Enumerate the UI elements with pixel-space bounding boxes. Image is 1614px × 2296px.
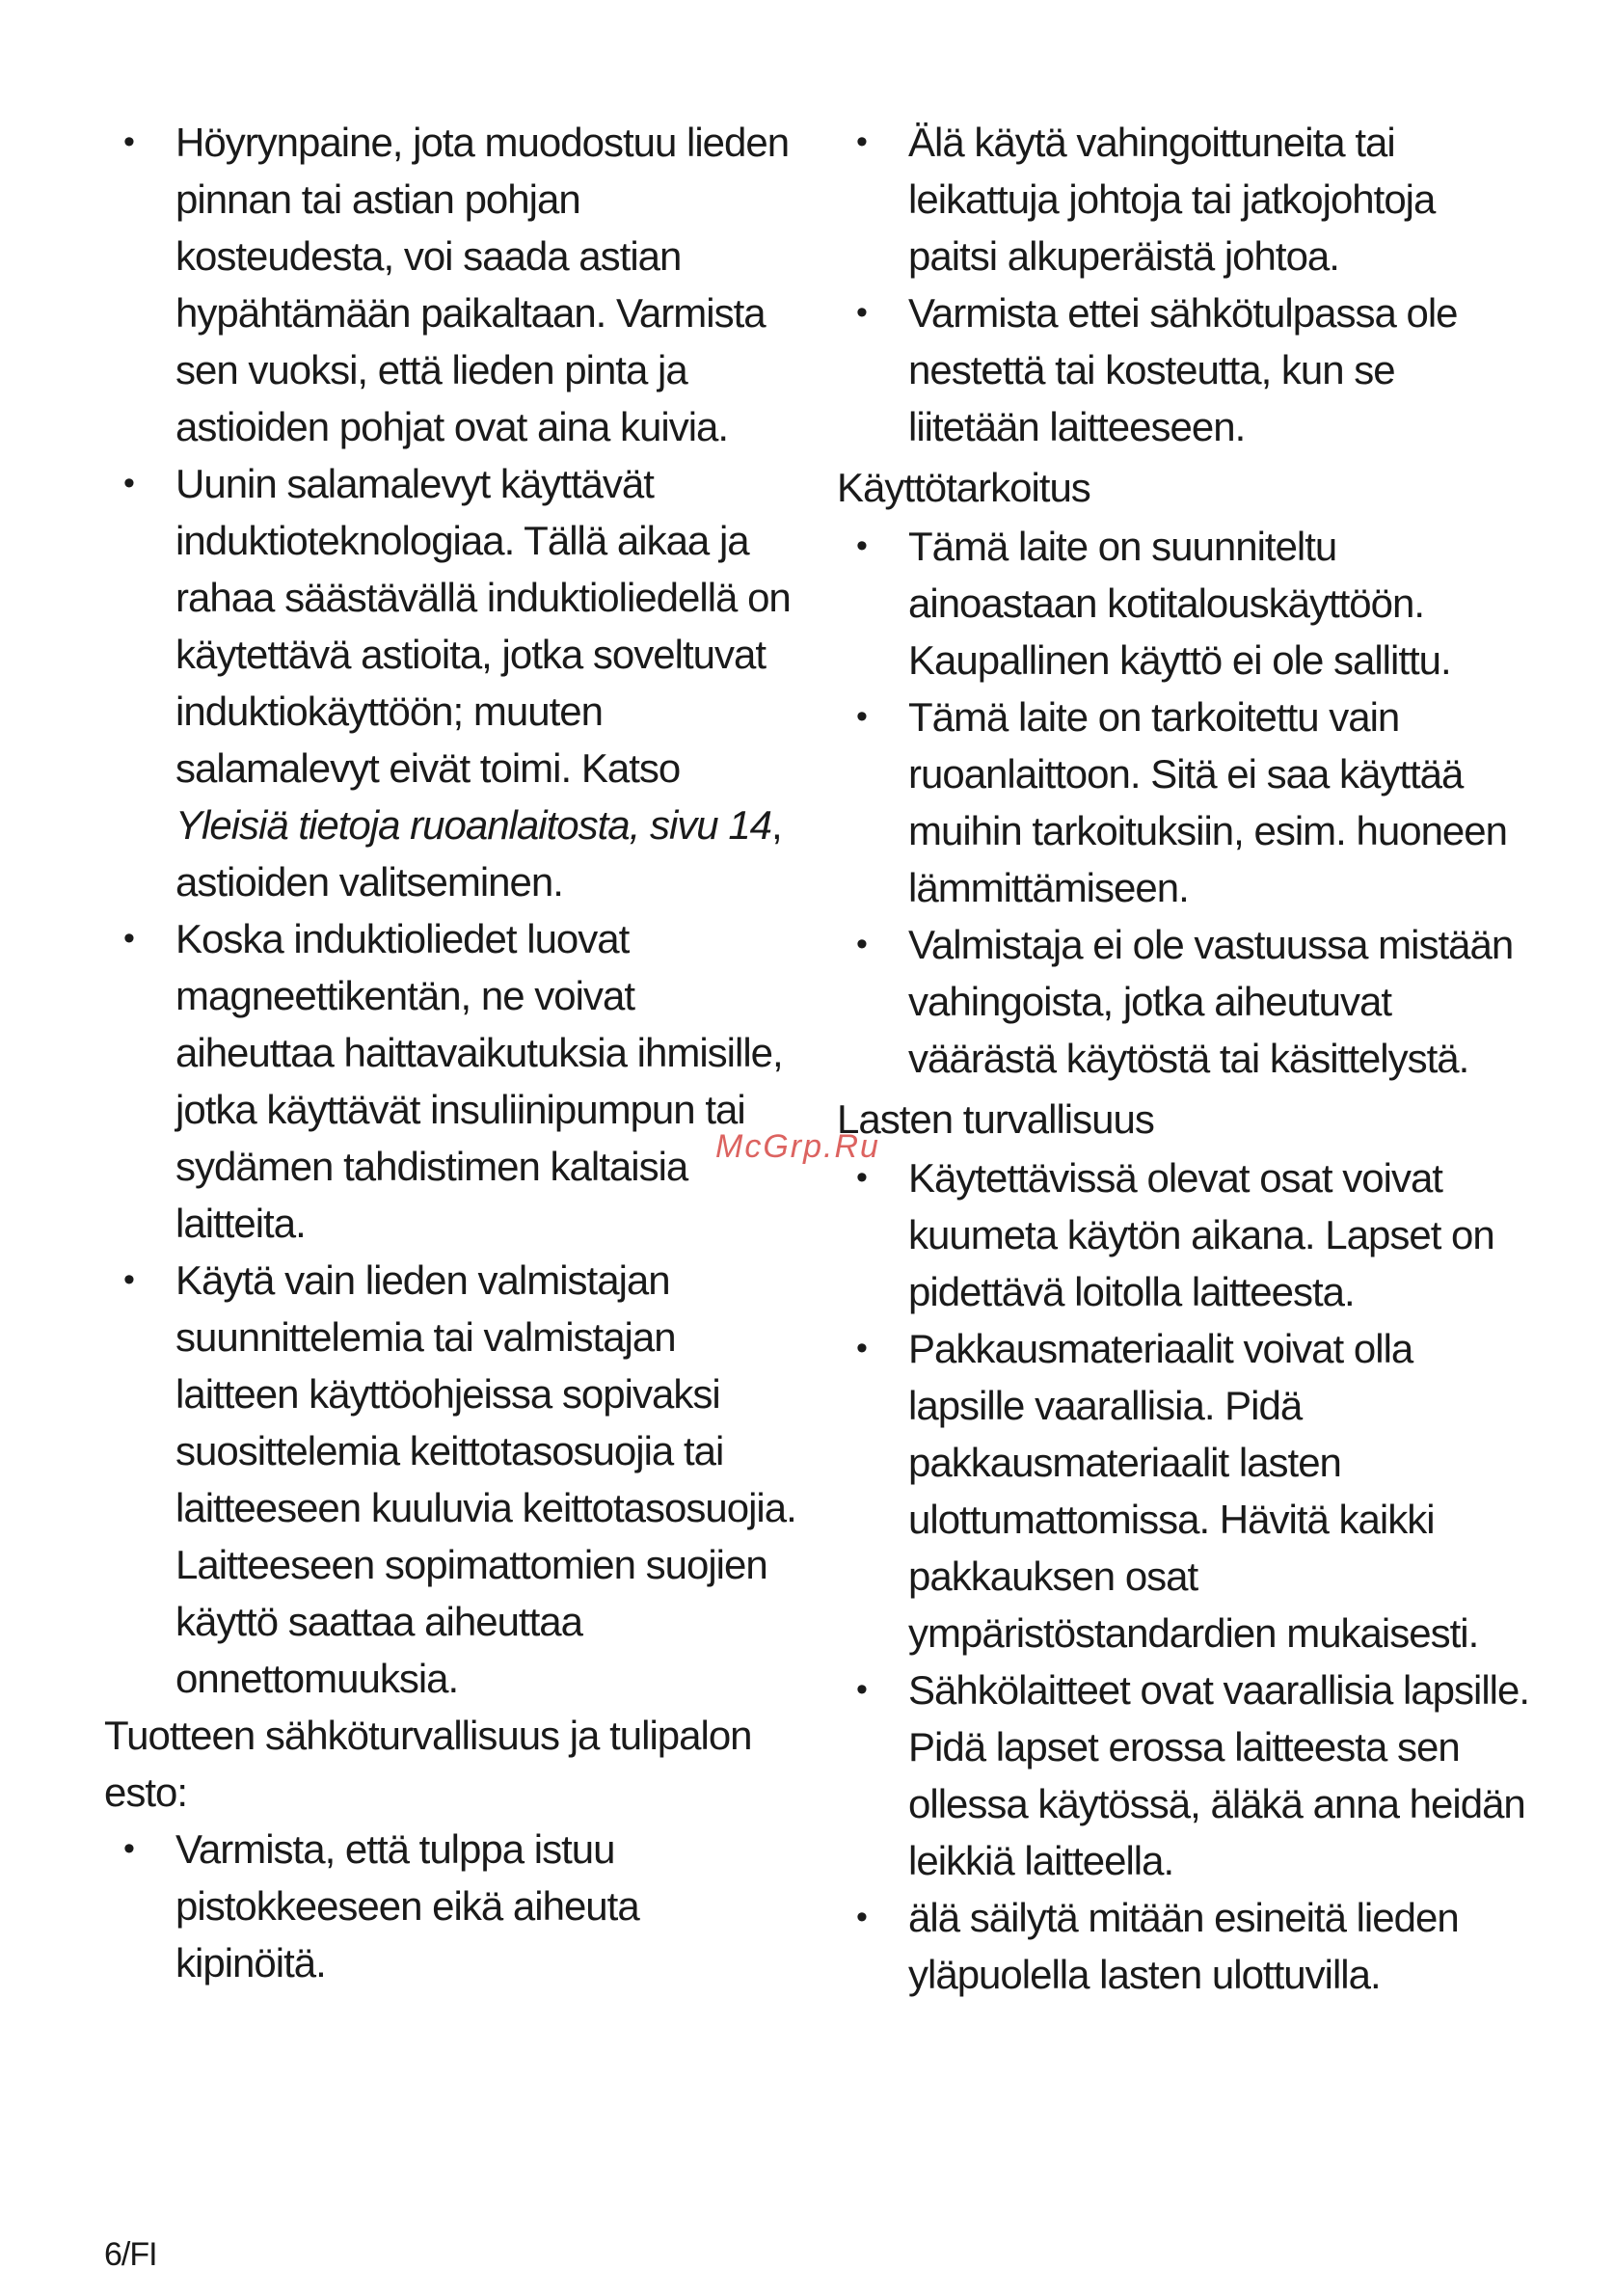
list-item xyxy=(104,455,798,910)
list-item-text: Käytä vain lieden valmistajan suunnittelemia tai valmistajan laitteen käyttöohjeissa sopivaksi suosittelemia keittotasosuojia tai laitteeseen kuuluvia keittotasosuojia. Laitteeseen sopimattomien suojien käyttö saattaa aiheuttaa onnettomuuksia. xyxy=(175,1257,796,1701)
heading-children: Lasten turvallisuus xyxy=(837,1096,1154,1142)
list-item-text: Koska induktioliedet luovat magneettikentän, ne voivat aiheuttaa haittavaikutuksia ihmisille, jotka käyttävät insuliinipumpun tai sydämen tahdistimen kaltaisia laitteita. xyxy=(175,916,783,1246)
list-item xyxy=(104,910,798,1252)
list-item-text: Tämä laite on suunniteltu ainoastaan kotitalouskäyttöön. Kaupallinen käyttö ei ole sallittu. xyxy=(908,524,1451,683)
list-item-text: Uunin salamalevyt käyttävät induktioteknologiaa. Tällä aikaa ja rahaa säästävällä induktioliedellä on käytettävä astioita, jotka soveltuvat induktiokäyttöön; muuten salamalevyt eivät toimi. Katso xyxy=(175,461,791,791)
list-item xyxy=(837,114,1531,284)
list-item xyxy=(104,1252,798,1707)
bullet-icon: • xyxy=(123,465,134,501)
bullet-icon: • xyxy=(856,1671,867,1708)
bullet-icon: • xyxy=(123,1830,134,1867)
heading-usage: Käyttötarkoitus xyxy=(837,465,1090,510)
list-item xyxy=(837,689,1531,916)
bullet-icon: • xyxy=(123,1261,134,1298)
page-number: 6/FI xyxy=(104,2236,157,2273)
bullet-icon: • xyxy=(856,926,867,962)
section-title: Tuotteen sähköturvallisuus ja tulipalon esto: xyxy=(104,1713,752,1815)
list-item xyxy=(104,114,798,455)
bullet-icon: • xyxy=(856,1159,867,1196)
list-item xyxy=(837,1149,1531,1320)
list-item-text: Varmista ettei sähkötulpassa ole nestettä tai kosteutta, kun se liitetään laitteeseen. xyxy=(908,290,1458,449)
bullet-list xyxy=(837,518,1531,1087)
list-item-text: Käytettävissä olevat osat voivat kuumeta käytön aikana. Lapset on pidettävä loitolla laitteesta. xyxy=(908,1155,1494,1314)
bullet-icon: • xyxy=(856,123,867,160)
list-item-text: Varmista, että tulppa istuu pistokkeeseen eikä aiheuta kipinöitä. xyxy=(175,1826,639,1985)
list-item-text: älä säilytä mitään esineitä lieden yläpuolella lasten ulottuvilla. xyxy=(908,1895,1459,1997)
list-item-text: Sähkölaitteet ovat vaarallisia lapsille. Pidä lapset erossa laitteesta sen ollessa käytössä, äläkä anna heidän leikkiä laitteella. xyxy=(908,1667,1530,1883)
bullet-icon: • xyxy=(123,123,134,160)
watermark: McGrp.Ru xyxy=(715,1128,880,1165)
list-item-text: Pakkausmateriaalit voivat olla lapsille vaarallisia. Pidä pakkausmateriaalit lasten ulottumattomissa. Hävitä kaikki pakkauksen osat ympäristöstandardien mukaisesti. xyxy=(908,1326,1479,1656)
list-item-text: Älä käytä vahingoittuneita tai leikattuja johtoja tai jatkojohtoja paitsi alkuperäistä johtoa. xyxy=(908,120,1436,279)
bullet-icon: • xyxy=(856,1330,867,1366)
right-column xyxy=(837,114,1531,2003)
bullet-icon: • xyxy=(856,698,867,735)
bullet-icon: • xyxy=(856,1899,867,1935)
list-item xyxy=(837,916,1531,1087)
list-item xyxy=(837,518,1531,689)
bullet-icon: • xyxy=(856,294,867,331)
cross-reference: Yleisiä tietoja ruoanlaitosta, sivu 14 xyxy=(175,802,772,848)
bullet-list xyxy=(104,1821,798,1991)
bullet-icon: • xyxy=(123,920,134,957)
list-item xyxy=(837,1889,1531,2003)
bullet-icon: • xyxy=(856,527,867,564)
list-item xyxy=(104,1821,798,1991)
list-item-text: , astioiden valitseminen. xyxy=(175,802,782,905)
list-item xyxy=(837,1320,1531,1661)
list-item-text: Höyrynpaine, jota muodostuu lieden pinnan tai astian pohjan kosteudesta, voi saada astian hypähtämään paikaltaan. Varmista sen vuoksi, että lieden pinta ja astioiden pohjat ovat aina kuivia. xyxy=(175,120,790,449)
list-item-text: Valmistaja ei ole vastuussa mistään vahingoista, jotka aiheutuvat väärästä käytöstä tai käsittelystä. xyxy=(908,922,1514,1081)
list-item-text: Tämä laite on tarkoitettu vain ruoanlaittoon. Sitä ei saa käyttää muihin tarkoituksiin, esim. huoneen lämmittämiseen. xyxy=(908,694,1508,910)
list-item xyxy=(837,1661,1531,1889)
bullet-list xyxy=(104,114,798,1707)
list-item xyxy=(837,284,1531,455)
bullet-list xyxy=(837,114,1531,455)
bullet-list xyxy=(837,1149,1531,2003)
left-column xyxy=(104,114,798,1991)
